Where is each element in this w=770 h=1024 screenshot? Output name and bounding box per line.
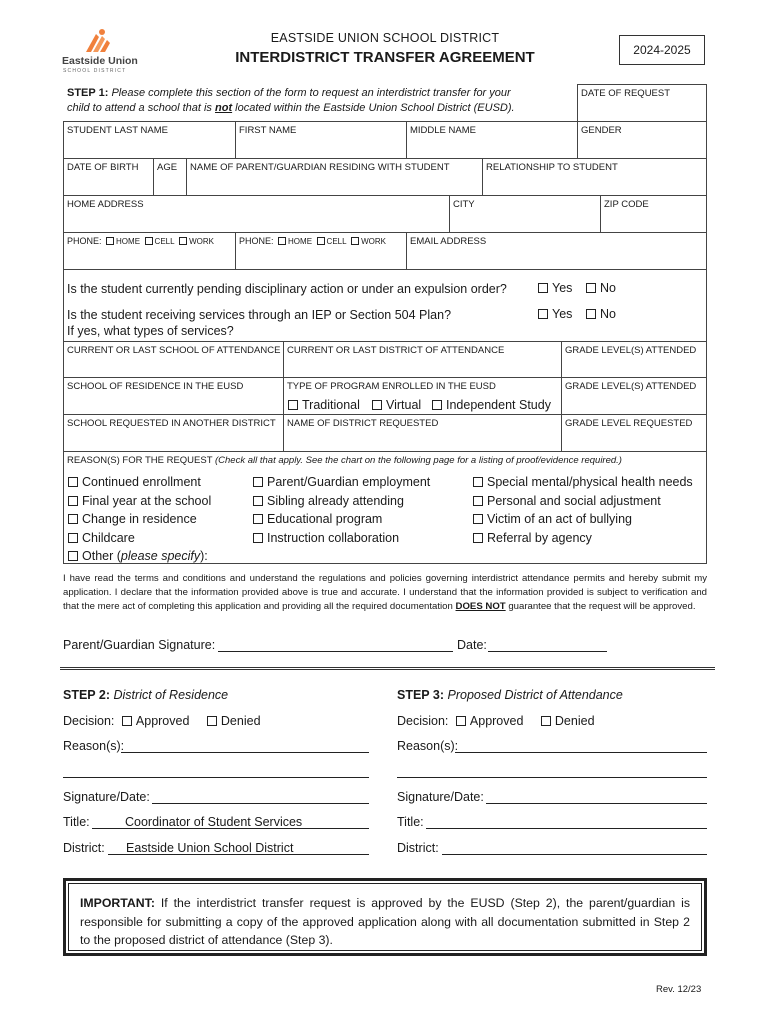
virtual-label: Virtual: [386, 398, 422, 412]
reason-checkbox[interactable]: [68, 496, 78, 506]
home-address-field[interactable]: [63, 195, 450, 233]
q2-yes-label: Yes: [552, 307, 573, 321]
phone-1-cell-checkbox[interactable]: [145, 237, 153, 245]
step2-denied-label: Denied: [220, 714, 261, 728]
reason-checkbox[interactable]: [253, 533, 263, 543]
first-name-label: FIRST NAME: [239, 125, 297, 136]
current-school-label: CURRENT OR LAST SCHOOL OF ATTENDANCE: [67, 345, 281, 356]
phone-2-home-label: HOME: [288, 237, 313, 246]
grade-requested-label: GRADE LEVEL REQUESTED: [565, 418, 693, 429]
step2-heading: [63, 688, 228, 702]
reason-checkbox[interactable]: [473, 514, 483, 524]
phone-1-cell-label: CELL: [154, 237, 175, 246]
phone-1-text: PHONE:: [67, 236, 102, 246]
program-type-label: TYPE OF PROGRAM ENROLLED IN THE EUSD: [287, 381, 496, 392]
grade-attended-label: GRADE LEVEL(S) ATTENDED: [565, 345, 697, 356]
reasons-col-3: [473, 473, 693, 547]
step3-heading: [397, 688, 623, 702]
gender-field[interactable]: [577, 121, 707, 159]
question-iep: Is the student receiving services through an IEP or Section 504 Plan?: [67, 308, 452, 322]
program-independent-option[interactable]: [432, 398, 551, 412]
revision-label: Rev. 12/23: [656, 984, 702, 995]
program-traditional-option[interactable]: [288, 398, 360, 412]
reason-checkbox[interactable]: [68, 533, 78, 543]
reasons-header: [67, 455, 622, 466]
current-school-field[interactable]: [63, 341, 284, 378]
step3-district-line[interactable]: [442, 854, 707, 855]
step2-sigdate-label: Signature/Date:: [63, 790, 150, 804]
reasons-col-2: [253, 473, 430, 547]
step3-decision: [397, 714, 595, 728]
reason-checkbox[interactable]: [473, 477, 483, 487]
parent-name-field[interactable]: [186, 158, 483, 196]
reason-label: Referral by agency: [487, 530, 592, 545]
step2-decision: [63, 714, 261, 728]
parent-signature-label: Parent/Guardian Signature:: [63, 638, 216, 652]
reason-checkbox[interactable]: [253, 496, 263, 506]
parent-name-label: NAME OF PARENT/GUARDIAN RESIDING WITH STUDENT: [190, 162, 450, 173]
step2-reasons-line-2[interactable]: [63, 777, 369, 778]
reason-label: Final year at the school: [82, 493, 212, 508]
q1-no-checkbox[interactable]: [586, 283, 596, 293]
step2-approved-label: Approved: [135, 714, 190, 728]
phone-1-home-checkbox[interactable]: [106, 237, 114, 245]
step3-reasons-label: Reason(s):: [397, 739, 459, 753]
current-district-field[interactable]: [283, 341, 562, 378]
phone-1-home-label: HOME: [116, 237, 141, 246]
reason-label: Change in residence: [82, 512, 197, 526]
district-name: EASTSIDE UNION SCHOOL DISTRICT: [270, 31, 500, 45]
step3-title-label: Title:: [397, 815, 424, 829]
reason-social-adjustment[interactable]: [473, 492, 693, 511]
gender-label: GENDER: [581, 125, 622, 136]
reason-change-residence[interactable]: [68, 510, 211, 529]
date-of-request-label: DATE OF REQUEST: [581, 88, 671, 99]
important-label: IMPORTANT:: [80, 896, 155, 910]
important-text: If the interdistrict transfer request is approved by the EUSD (Step 2), the parent/guardian is responsible for submitting a copy of the approved application along with all documentation submitted in Step 2 to the proposed district of attendance (Step 3).: [80, 896, 690, 947]
step3-title-line[interactable]: [426, 828, 707, 829]
reason-checkbox[interactable]: [473, 533, 483, 543]
reason-childcare[interactable]: [68, 529, 211, 548]
relationship-field[interactable]: [482, 158, 707, 196]
other-specify-label: please specify: [120, 549, 201, 563]
question-disciplinary: Is the student currently pending disciplinary action or under an expulsion order?: [67, 282, 507, 296]
step2-label: STEP 2:: [63, 688, 111, 702]
reason-sibling[interactable]: [253, 492, 430, 511]
step3-denied-label: Denied: [554, 714, 595, 728]
reason-label: Continued enrollment: [82, 475, 201, 489]
city-label: CITY: [453, 199, 475, 210]
q2-no-label: No: [600, 307, 616, 321]
district-requested-label: NAME OF DISTRICT REQUESTED: [287, 418, 439, 429]
phone-2-label: [239, 236, 386, 246]
city-field[interactable]: [449, 195, 601, 233]
reason-bullying[interactable]: [473, 510, 693, 529]
step3-district-label: District:: [397, 841, 439, 855]
important-box: [63, 878, 707, 956]
grade-attended-field[interactable]: [561, 341, 707, 378]
logo-subtext: SCHOOL DISTRICT: [63, 68, 127, 74]
step3-approved-checkbox[interactable]: [456, 716, 466, 726]
form-title: INTERDISTRICT TRANSFER AGREEMENT: [235, 49, 535, 66]
phone-2-cell-checkbox[interactable]: [317, 237, 325, 245]
traditional-label: Traditional: [302, 398, 360, 412]
reason-label: Special mental/physical health needs: [487, 475, 693, 489]
email-field[interactable]: [406, 232, 707, 270]
reason-parent-employment[interactable]: [253, 473, 430, 492]
step3-approved-label: Approved: [469, 714, 524, 728]
reasons-title: REASON(S) FOR THE REQUEST: [67, 455, 213, 466]
step2-decision-label: Decision:: [63, 714, 115, 728]
school-requested-field[interactable]: [63, 414, 284, 452]
middle-name-label: MIDDLE NAME: [410, 125, 476, 136]
district-logo: [62, 28, 138, 74]
step3-title: Proposed District of Attendance: [447, 688, 623, 702]
phone-1-label: [67, 236, 214, 246]
reason-checkbox[interactable]: [68, 514, 78, 524]
district-requested-field[interactable]: [283, 414, 562, 452]
reason-label: Parent/Guardian employment: [267, 475, 431, 489]
q1-no-option[interactable]: [586, 281, 616, 295]
reason-final-year[interactable]: [68, 492, 211, 511]
logo-flame-icon: [82, 28, 112, 54]
step2-sigdate-line[interactable]: [152, 803, 369, 804]
parent-signature-line[interactable]: [218, 651, 453, 652]
step2-district-value: Eastside Union School District: [126, 841, 294, 855]
step1-instr-b: child to attend a school that is: [67, 102, 212, 114]
declaration-text-a: I have read the terms and conditions and understand the regulations and policies governing interdistrict attendance permits and hereby submit my application. I declare that the information provided above is true and accurate. I understand that the information provided is subject to verification and that the mere act of completing this application and providing all the required documentation: [63, 573, 707, 612]
reason-educational-program[interactable]: [253, 510, 430, 529]
grade-attended-2-field[interactable]: [561, 377, 707, 415]
q1-no-label: No: [600, 281, 616, 295]
step3-reasons-line-2[interactable]: [397, 777, 707, 778]
date-of-birth-field[interactable]: [63, 158, 154, 196]
step2-denied-checkbox[interactable]: [207, 716, 217, 726]
other-end-label: ):: [200, 549, 208, 563]
phone-1-field[interactable]: [63, 232, 236, 270]
reason-label: Sibling already attending: [267, 493, 404, 508]
step1-instr-a: Please complete this section of the form to request an interdistrict transfer for your: [111, 87, 511, 99]
declaration-text-b: guarantee that the request will be approved.: [508, 600, 696, 612]
grade-attended-2-label: GRADE LEVEL(S) ATTENDED: [565, 381, 697, 392]
step2-reasons-label: Reason(s):: [63, 739, 125, 753]
section-divider: [60, 667, 715, 670]
reason-label: Educational program: [267, 512, 383, 526]
q2-yes-checkbox[interactable]: [538, 309, 548, 319]
date-of-request-field[interactable]: [577, 84, 707, 122]
phone-2-work-label: WORK: [361, 237, 386, 246]
other-label: Other (: [82, 549, 121, 563]
question-services: If yes, what types of services?: [67, 324, 234, 338]
reason-checkbox[interactable]: [253, 514, 263, 524]
reason-checkbox[interactable]: [473, 496, 483, 506]
school-year-box: 2024-2025: [619, 35, 705, 65]
phone-1-work-checkbox[interactable]: [179, 237, 187, 245]
reason-instruction-collab[interactable]: [253, 529, 430, 548]
q1-yes-label: Yes: [552, 281, 573, 295]
phone-2-cell-label: CELL: [326, 237, 347, 246]
reason-checkbox[interactable]: [68, 477, 78, 487]
phone-2-text: PHONE:: [239, 236, 274, 246]
parent-date-line[interactable]: [488, 651, 607, 652]
step3-sigdate-line[interactable]: [486, 803, 707, 804]
step2-title-value: Coordinator of Student Services: [125, 815, 303, 829]
q1-yes-checkbox[interactable]: [538, 283, 548, 293]
program-virtual-option[interactable]: [372, 398, 421, 412]
independent-checkbox[interactable]: [432, 400, 442, 410]
middle-name-field[interactable]: [406, 121, 578, 159]
grade-requested-field[interactable]: [561, 414, 707, 452]
reason-label: Personal and social adjustment: [487, 493, 661, 508]
logo-text: Eastside Union: [62, 55, 138, 67]
phone-1-work-label: WORK: [189, 237, 214, 246]
reason-checkbox[interactable]: [253, 477, 263, 487]
independent-label: Independent Study: [446, 398, 551, 412]
reason-health-needs[interactable]: [473, 473, 693, 492]
reason-label: Instruction collaboration: [267, 530, 400, 545]
last-name-label: STUDENT LAST NAME: [67, 125, 169, 136]
declaration-does-not: DOES NOT: [455, 600, 506, 612]
virtual-checkbox[interactable]: [372, 400, 382, 410]
email-label: EMAIL ADDRESS: [410, 236, 487, 247]
school-of-residence-field[interactable]: [63, 377, 284, 415]
step3-denied-checkbox[interactable]: [541, 716, 551, 726]
reason-continued-enrollment[interactable]: [68, 473, 211, 492]
reason-label: Childcare: [82, 530, 135, 545]
step2-title: District of Residence: [113, 688, 229, 702]
step1-instr-c: located within the Eastside Union School District (EUSD).: [235, 102, 515, 114]
zip-code-label: ZIP CODE: [604, 199, 649, 210]
step3-decision-label: Decision:: [397, 714, 449, 728]
parent-date-label: Date:: [457, 638, 487, 652]
step1-instr-not: not: [215, 102, 233, 114]
reasons-note: (Check all that apply. See the chart on the following page for a listing of proof/evidence required.): [214, 455, 622, 466]
step3-sigdate-label: Signature/Date:: [397, 790, 484, 804]
first-name-field[interactable]: [235, 121, 407, 159]
q2-no-option[interactable]: [586, 307, 616, 321]
home-address-label: HOME ADDRESS: [67, 199, 144, 210]
step2-approved-checkbox[interactable]: [122, 716, 132, 726]
school-requested-label: SCHOOL REQUESTED IN ANOTHER DISTRICT: [67, 418, 276, 429]
reason-label: Victim of an act of bullying: [487, 512, 632, 526]
dob-label: DATE OF BIRTH: [67, 162, 139, 173]
reason-referral[interactable]: [473, 529, 693, 548]
age-label: AGE: [157, 162, 178, 173]
q2-no-checkbox[interactable]: [586, 309, 596, 319]
student-last-name-field[interactable]: [63, 121, 236, 159]
current-district-label: CURRENT OR LAST DISTRICT OF ATTENDANCE: [287, 345, 505, 356]
phone-2-home-checkbox[interactable]: [278, 237, 286, 245]
step1-instructions: [67, 86, 567, 116]
age-field[interactable]: [153, 158, 187, 196]
step2-title-label: Title:: [63, 815, 90, 829]
q2-yes-option[interactable]: [538, 307, 572, 321]
step2-district-label: District:: [63, 841, 105, 855]
phone-2-field[interactable]: [235, 232, 407, 270]
reason-checkbox[interactable]: [68, 551, 78, 561]
declaration-text: [63, 572, 707, 613]
step1-label: STEP 1:: [67, 87, 109, 99]
relationship-label: RELATIONSHIP TO STUDENT: [486, 162, 618, 173]
reasons-col-1: [68, 473, 211, 566]
step2-reasons-line-1[interactable]: [121, 752, 369, 753]
traditional-checkbox[interactable]: [288, 400, 298, 410]
step3-label: STEP 3:: [397, 688, 445, 702]
phone-2-work-checkbox[interactable]: [351, 237, 359, 245]
school-of-residence-label: SCHOOL OF RESIDENCE IN THE EUSD: [67, 381, 244, 392]
q1-yes-option[interactable]: [538, 281, 572, 295]
reason-other[interactable]: [68, 547, 211, 566]
zip-code-field[interactable]: [600, 195, 707, 233]
step3-reasons-line-1[interactable]: [455, 752, 707, 753]
